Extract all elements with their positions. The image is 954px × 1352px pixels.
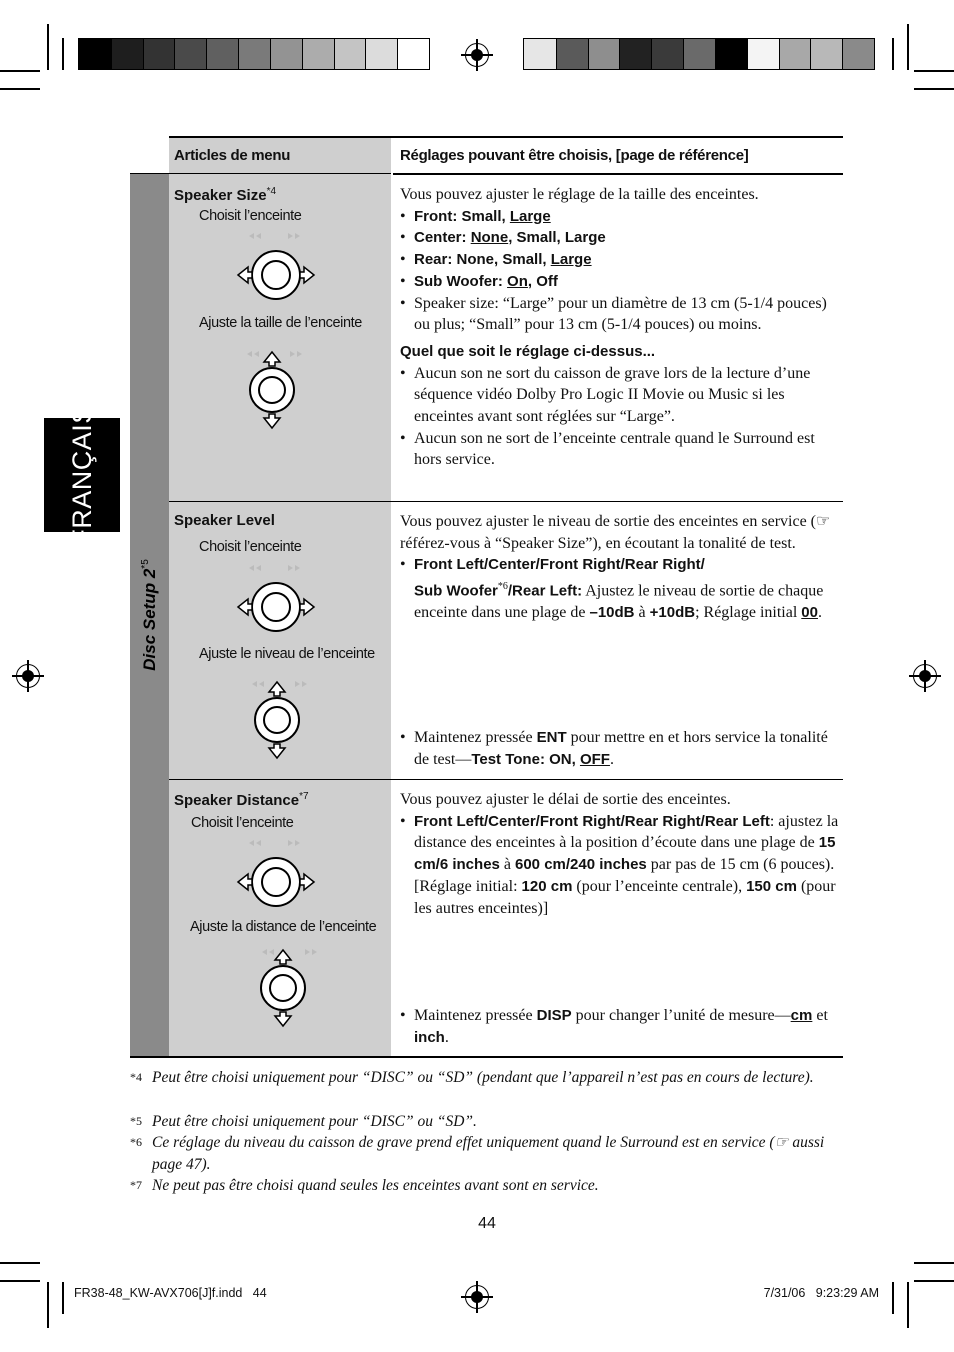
speaker-level-title <box>174 512 275 529</box>
level-intro-a: Vous pouvez ajuster le niveau de sortie des enceintes en service ( <box>400 513 816 530</box>
sub-default: On <box>507 272 528 290</box>
level-speakers-note: *6 <box>497 581 508 593</box>
speaker-size-title-text: Speaker Size <box>174 187 267 204</box>
control-knob-horizontal-icon <box>234 837 318 931</box>
color-swatch <box>334 39 366 69</box>
speaker-distance-adjust: Ajuste la distance de l’enceinte <box>190 919 377 935</box>
footnote-mark: *7 <box>130 1178 142 1192</box>
footnote-text: Peut être choisi uniquement pour “DISC” ou “SD”. <box>152 1113 477 1130</box>
center-rest: , Small, Large <box>508 229 606 247</box>
level-min: –10dB <box>589 604 635 622</box>
color-swatch <box>747 39 779 69</box>
crop-mark <box>47 24 49 70</box>
reference-hand-icon: ☞ <box>816 513 831 530</box>
color-swatch <box>302 39 334 69</box>
color-swatch <box>365 39 397 69</box>
footnote <box>130 1067 850 1089</box>
table-header-right: Réglages pouvant être choisis, [page de référence] <box>400 147 749 164</box>
whatever-heading: Quel que soit le réglage ci-dessus... <box>400 342 656 360</box>
footnote-mark: *6 <box>130 1135 142 1149</box>
level-speakers-a: Front Left/Center/Front Right/Rear Right/ <box>414 556 705 574</box>
distance-speakers <box>400 811 842 920</box>
front-default: Large <box>509 207 551 225</box>
speaker-size-options <box>400 206 842 336</box>
speaker-distance-title-text: Speaker Distance <box>174 792 300 809</box>
level-initial: 00 <box>801 604 818 622</box>
distance-desc-d: (pour les autres enceintes)] <box>414 877 836 917</box>
level-adjust-text: Ajustez le niveau de sortie de chaque enceinte dans une plage de <box>414 582 824 622</box>
speaker-size-note: *4 <box>266 186 277 197</box>
crop-mark <box>0 1262 40 1264</box>
speaker-level-description <box>400 511 842 624</box>
language-tab <box>44 404 120 546</box>
sidebar-label-text: Disc Setup 2 <box>139 568 159 671</box>
color-swatch <box>588 39 620 69</box>
unit-hold-b: pour changer l’unité de mesure— <box>571 1007 791 1024</box>
color-swatch <box>174 39 206 69</box>
speaker-level-title-text: Speaker Level <box>174 512 275 529</box>
sub-label: Sub Woofer: <box>414 272 508 290</box>
tone-hold-b: pour mettre en et hors service la tonalité de test— <box>414 729 828 768</box>
footnote-mark: *4 <box>130 1070 142 1084</box>
speaker-distance-intro: Vous pouvez ajuster le délai de sortie des enceintes. <box>400 791 731 808</box>
registration-mark-icon <box>465 1285 489 1309</box>
unit-bullet <box>400 1005 842 1048</box>
column-divider <box>391 138 393 1057</box>
color-swatch <box>683 39 715 69</box>
footnote <box>130 1111 850 1133</box>
unit-list <box>400 1005 842 1048</box>
level-speakers-c: /Rear Left: <box>507 582 583 600</box>
distance-desc-c: (pour l’enceinte centrale), <box>572 877 747 895</box>
control-knob-vertical-icon <box>239 678 323 762</box>
crop-mark <box>0 1280 40 1282</box>
sidebar-label-note: *5 <box>139 559 151 569</box>
speaker-size-choose: Choisit l’enceinte <box>199 208 302 224</box>
footnote-text: Ce réglage du niveau du caisson de grave prend effet uniquement quand le Surround est en service (☞ aussi page 47). <box>152 1134 825 1173</box>
color-swatch <box>842 39 874 69</box>
tone-default: OFF <box>579 750 610 768</box>
speaker-level-options <box>400 554 842 623</box>
crop-mark <box>914 70 954 72</box>
footnote-text: Ne peut pas être choisi quand seules les enceintes avant sont en service. <box>152 1177 599 1194</box>
crop-mark <box>0 88 40 90</box>
speaker-distance-options <box>400 811 842 920</box>
unit-end: . <box>444 1028 449 1046</box>
slug-right: 7/31/06 9:23:29 AM <box>763 1286 879 1300</box>
color-swatch <box>143 39 175 69</box>
level-initial-text: ; Réglage initial <box>695 604 802 622</box>
color-swatch <box>810 39 842 69</box>
color-swatch <box>715 39 747 69</box>
color-swatch <box>111 39 143 69</box>
color-swatch <box>524 39 556 69</box>
rear-option <box>400 249 842 271</box>
control-knob-horizontal-icon <box>234 562 318 656</box>
crop-mark <box>47 1282 49 1328</box>
whatever-bullet-1: • Aucun son ne sort du caisson de grave lors de la lecture d’une séquence vidéo Dolby Pro Logic II Movie ou Music si les enceintes avant sont réglées sur “Large”. <box>400 363 842 428</box>
sub-rest: , Off <box>527 272 558 290</box>
whatever-notes <box>400 363 842 472</box>
level-intro-b: référez-vous à “Speaker Size”), en écoutant la tonalité de test. <box>400 534 796 552</box>
row-rule <box>169 779 843 780</box>
subwoofer-option <box>400 271 842 293</box>
crop-mark <box>914 88 954 90</box>
whatever-bullet-2: • Aucun son ne sort de l’enceinte centrale quand le Surround est hors service. <box>400 428 842 471</box>
center-default: None <box>470 229 509 247</box>
level-speakers <box>400 554 842 623</box>
test-tone-bullet <box>400 727 842 770</box>
speaker-level-choose: Choisit l’enceinte <box>199 539 302 555</box>
control-knob-vertical-icon <box>234 348 318 432</box>
color-swatch <box>651 39 683 69</box>
unit-note <box>400 1005 842 1048</box>
page-number: 44 <box>478 1215 496 1232</box>
tone-hold-a: Maintenez pressée <box>414 729 537 746</box>
level-max: +10dB <box>649 604 696 622</box>
speaker-size-title <box>174 186 276 204</box>
speaker-size-adjust: Ajuste la taille de l’enceinte <box>199 315 362 331</box>
color-calibration-bar-left <box>78 38 430 70</box>
color-calibration-bar-right <box>523 38 875 70</box>
crop-mark <box>62 38 64 70</box>
registration-mark-icon <box>913 664 937 688</box>
front-option <box>400 206 842 228</box>
test-tone-list <box>400 727 842 770</box>
registration-mark-icon <box>16 664 40 688</box>
crop-mark <box>914 1262 954 1264</box>
level-to: à <box>634 604 650 622</box>
unit-and: et <box>812 1007 828 1024</box>
unit-other: inch <box>414 1028 445 1046</box>
speaker-distance-description <box>400 789 842 919</box>
speaker-level-adjust: Ajuste le niveau de l’enceinte <box>199 646 375 662</box>
footnote <box>130 1175 850 1197</box>
color-swatch <box>556 39 588 69</box>
sidebar-label <box>140 559 160 671</box>
color-swatch <box>79 39 111 69</box>
distance-to: à <box>499 856 515 874</box>
slug-left: FR38-48_KW-AVX706[J]f.indd 44 <box>74 1286 267 1300</box>
distance-desc-b: par pas de 15 cm (6 pouces). [Réglage initial: <box>414 856 835 895</box>
center-label: Center: <box>414 229 471 247</box>
speaker-distance-title <box>174 791 309 809</box>
unit-default: cm <box>790 1007 813 1024</box>
footnote-mark: *5 <box>130 1114 142 1128</box>
speaker-distance-choose: Choisit l’enceinte <box>191 815 294 831</box>
crop-mark <box>892 1282 894 1314</box>
crop-mark <box>907 24 909 70</box>
sidebar-label-wrap <box>130 540 169 690</box>
table-bottom-rule <box>130 1056 843 1058</box>
distance-others-val: 150 cm <box>746 877 797 895</box>
distance-min: 15 cm/6 inches <box>414 834 836 874</box>
crop-mark <box>0 70 40 72</box>
language-tab-label: FRANÇAIS <box>66 404 97 546</box>
ent-key: ENT <box>536 729 567 746</box>
color-swatch <box>397 39 429 69</box>
distance-speakers-label: Front Left/Center/Front Right/Rear Right/Rear Left <box>414 812 770 830</box>
speaker-distance-note: *7 <box>299 791 309 802</box>
color-swatch <box>238 39 270 69</box>
size-note: • Speaker size: “Large” pour un diamètre de 13 cm (5-1/4 pouces) ou plus; “Small” pour 13 cm (5-1/4 pouces) ou moins. <box>400 293 842 336</box>
distance-desc-a: : ajustez la distance des enceintes à la position d’écoute dans une plage de <box>414 812 839 852</box>
tone-label: Test Tone: ON, <box>471 750 580 768</box>
tone-end: . <box>609 750 614 768</box>
control-knob-horizontal-icon <box>234 230 318 324</box>
crop-mark <box>914 1280 954 1282</box>
speaker-level-intro <box>400 511 842 554</box>
control-knob-vertical-icon <box>249 946 333 1030</box>
crop-mark <box>907 1282 909 1328</box>
unit-hold-a: Maintenez pressée <box>414 1007 537 1024</box>
level-speakers-b: Sub Woofer <box>414 582 498 600</box>
speaker-size-intro: Vous pouvez ajuster le réglage de la taille des enceintes. <box>400 186 759 203</box>
table-header-left: Articles de menu <box>174 147 291 164</box>
level-period: . <box>817 604 822 622</box>
color-swatch <box>619 39 651 69</box>
row-rule <box>169 501 843 502</box>
color-swatch <box>779 39 811 69</box>
crop-mark <box>892 38 894 70</box>
color-swatch <box>270 39 302 69</box>
distance-max: 600 cm/240 inches <box>515 856 647 874</box>
center-option <box>400 227 842 249</box>
footnote-text: Peut être choisi uniquement pour “DISC” ou “SD” (pendant que l’appareil n’est pas en cours de lecture). <box>152 1069 814 1086</box>
footnote <box>130 1132 850 1175</box>
registration-mark-icon <box>465 43 489 67</box>
distance-center-val: 120 cm <box>521 877 573 895</box>
color-swatch <box>206 39 238 69</box>
rear-label: Rear: None, Small, <box>414 251 551 269</box>
disp-key: DISP <box>536 1007 572 1024</box>
crop-mark <box>62 1282 64 1314</box>
test-tone-note <box>400 727 842 770</box>
front-label: Front: Small, <box>414 207 510 225</box>
rear-default: Large <box>550 251 592 269</box>
speaker-size-description <box>400 184 842 471</box>
